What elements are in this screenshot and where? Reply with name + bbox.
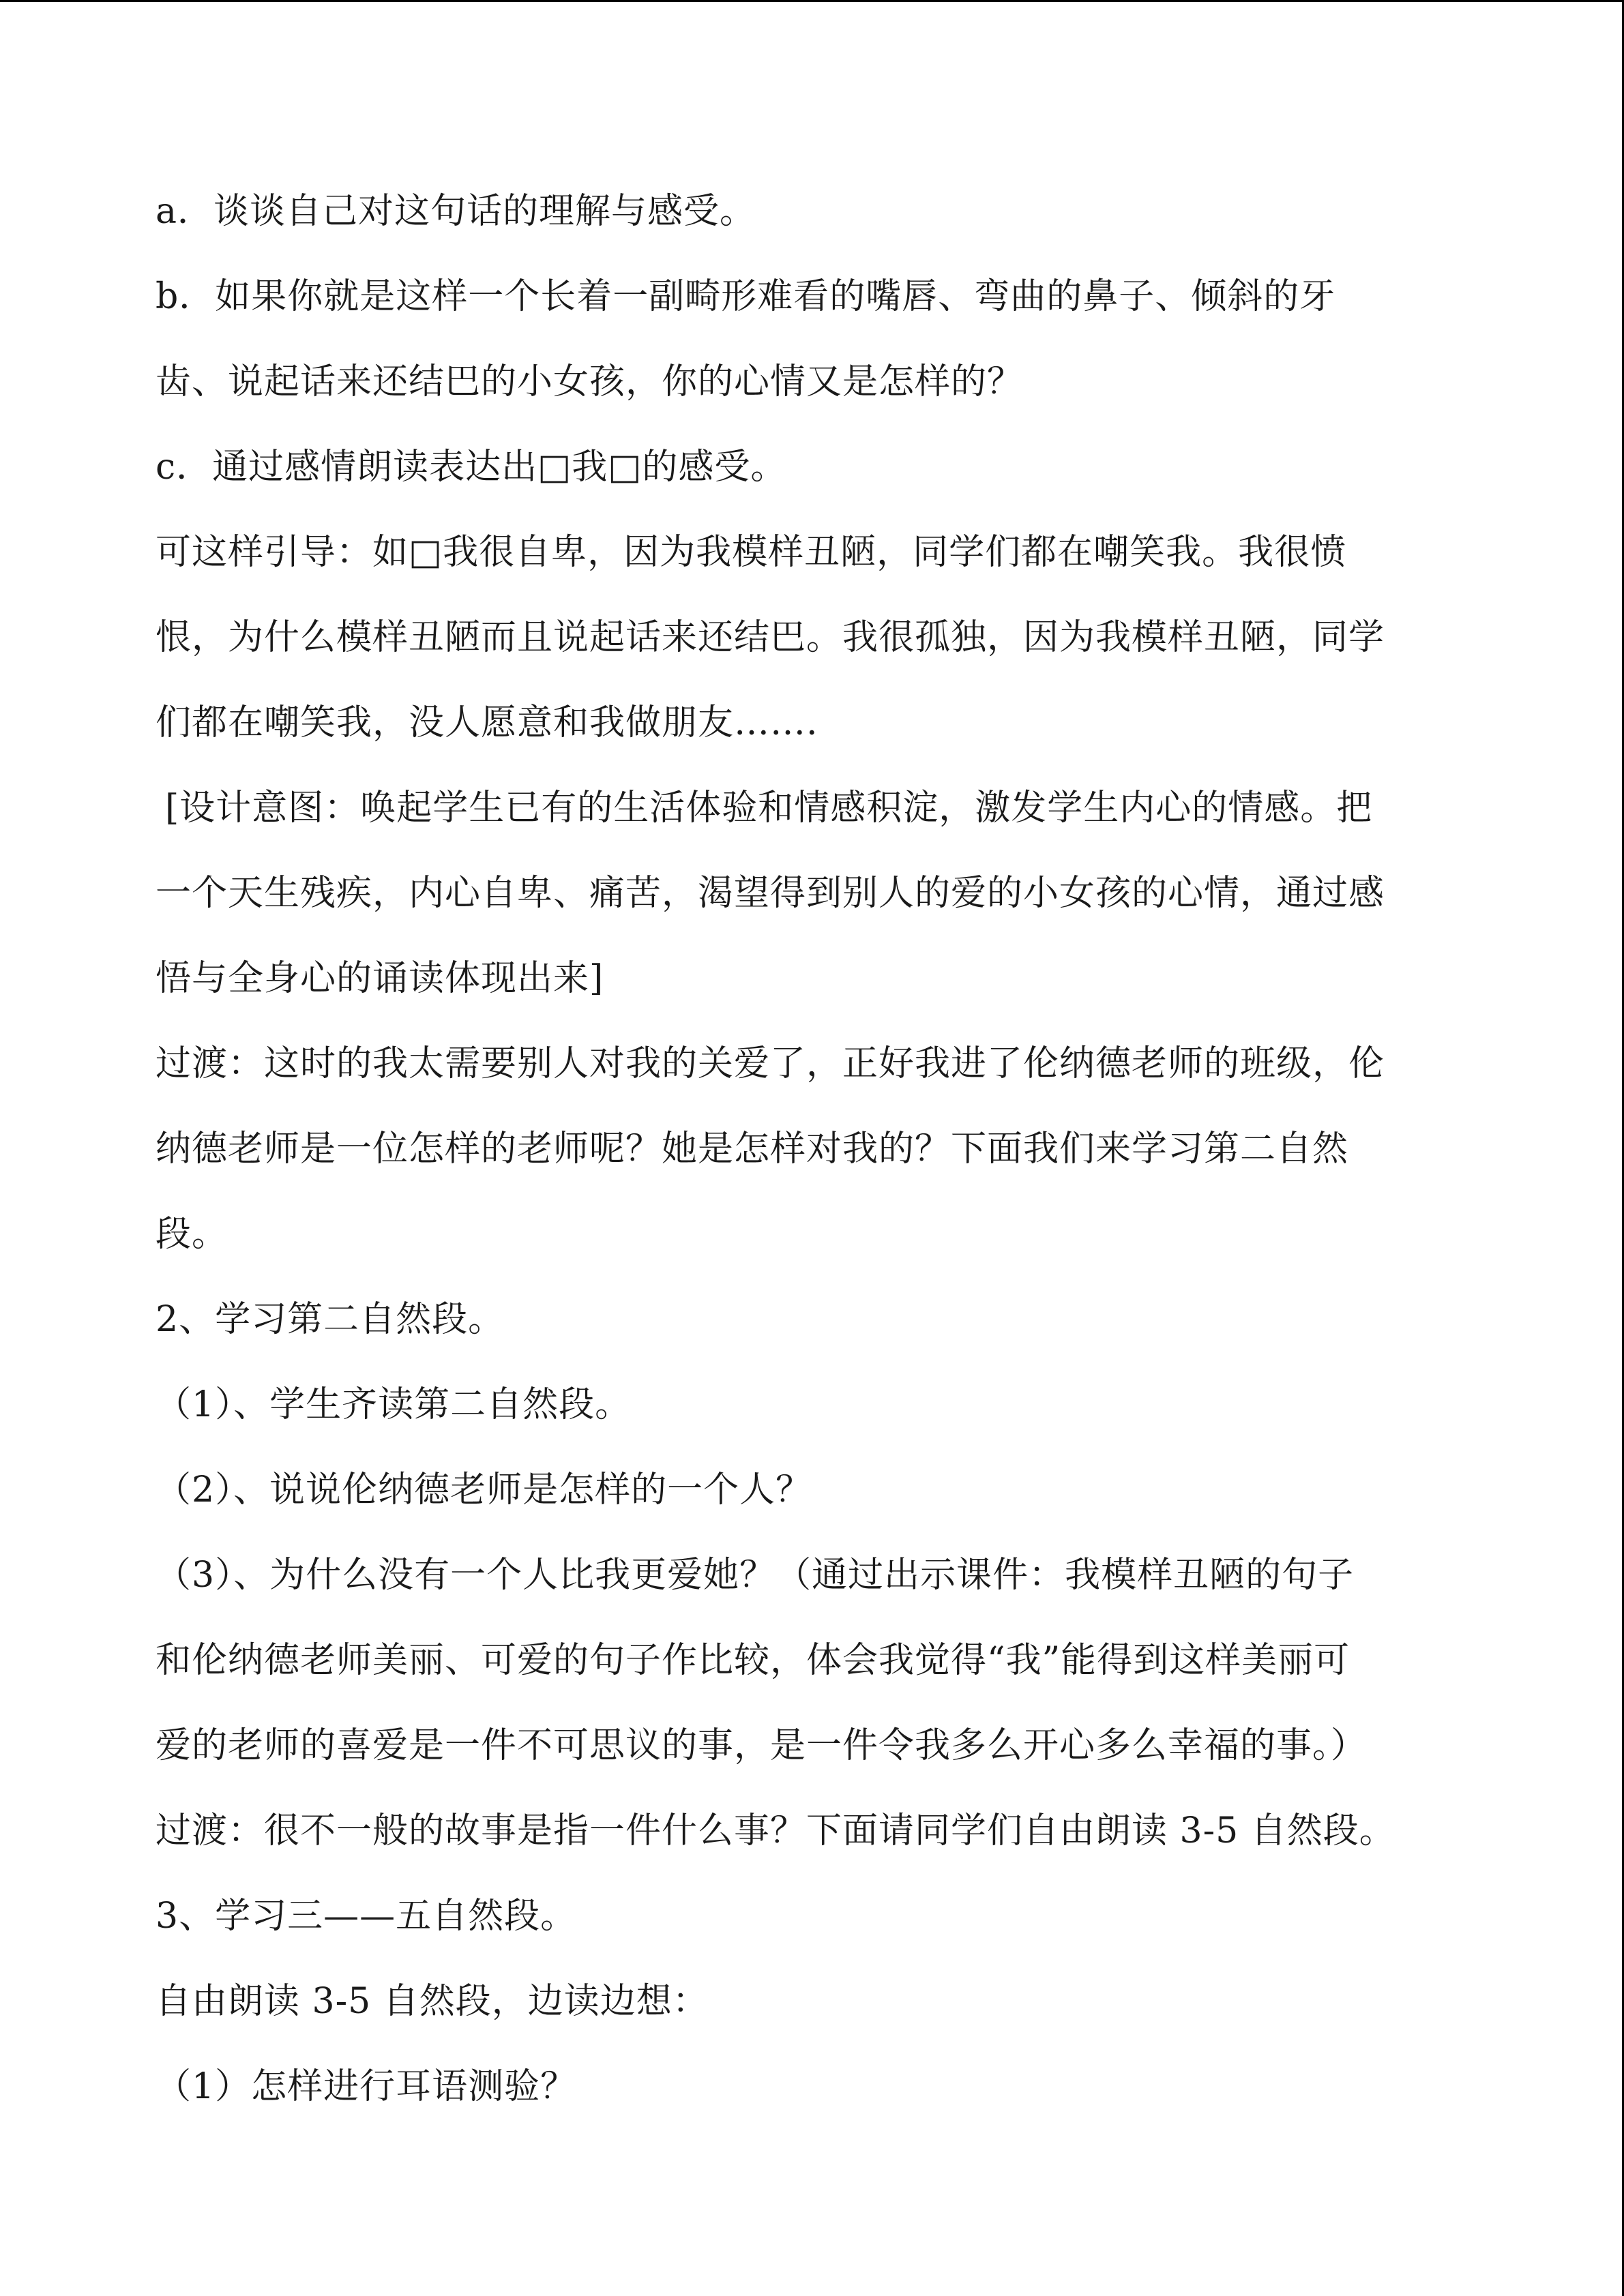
list-item-2: （2）、说说伦纳德老师是怎样的一个人？ [156,1470,812,1510]
guide-line-1: 可这样引导：如□我很自卑，因为我模样丑陋，同学们都在嘲笑我。我很愤 [156,532,1347,573]
text-line-b-cont: 齿、说起话来还结巴的小女孩，你的心情又是怎样的？ [156,361,1024,402]
list-item-1: （1）、学生齐读第二自然段。 [156,1384,632,1425]
list-item-3: （3）、为什么没有一个人比我更爱她？（通过出示课件：我模样丑陋的句子 [156,1555,1355,1596]
page-top-border [0,0,1624,2]
transition-line-1: 过渡：这时的我太需要别人对我的关爱了，正好我进了伦纳德老师的班级，伦 [156,1043,1385,1084]
transition-line-2: 纳德老师是一位怎样的老师呢？她是怎样对我的？下面我们来学习第二自然 [156,1129,1349,1169]
text-line-a: a．谈谈自己对这句话的理解与感受。 [156,191,756,232]
guide-line-2: 恨，为什么模样丑陋而且说起话来还结巴。我很孤独，因为我模样丑陋，同学 [156,617,1385,658]
question-1: （1）怎样进行耳语测验？ [156,2066,577,2107]
design-intent-line-2: 一个天生残疾，内心自卑、痛苦，渴望得到别人的爱的小女孩的心情，通过感 [156,873,1385,914]
guide-line-3: 们都在嘲笑我，没人愿意和我做朋友……. [156,702,818,743]
design-intent-line-3: 悟与全身心的诵读体现出来] [156,958,604,999]
transition-line-4: 过渡：很不一般的故事是指一件什么事？下面请同学们自由朗读 3-5 自然段。 [156,1810,1396,1851]
text-line-c: c．通过感情朗读表达出□我□的感受。 [156,447,787,488]
section-heading-2: 2、学习第二自然段。 [156,1299,505,1340]
transition-line-3: 段。 [156,1214,228,1255]
list-item-3-cont-1: 和伦纳德老师美丽、可爱的句子作比较，体会我觉得“我”能得到这样美丽可 [156,1640,1350,1681]
document-page [156,169,1475,2130]
section-heading-3: 3、学习三——五自然段。 [156,1896,577,1937]
text-line-b: b．如果你就是这样一个长着一副畸形难看的嘴唇、弯曲的鼻子、倾斜的牙 [156,276,1336,317]
list-item-3-cont-2: 爱的老师的喜爱是一件不可思议的事，是一件令我多么开心多么幸福的事。） [156,1725,1368,1766]
design-intent-line-1: [设计意图：唤起学生已有的生活体验和情感积淀，激发学生内心的情感。把 [165,788,1373,829]
reading-instruction: 自由朗读 3-5 自然段，边读边想： [156,1981,709,2022]
